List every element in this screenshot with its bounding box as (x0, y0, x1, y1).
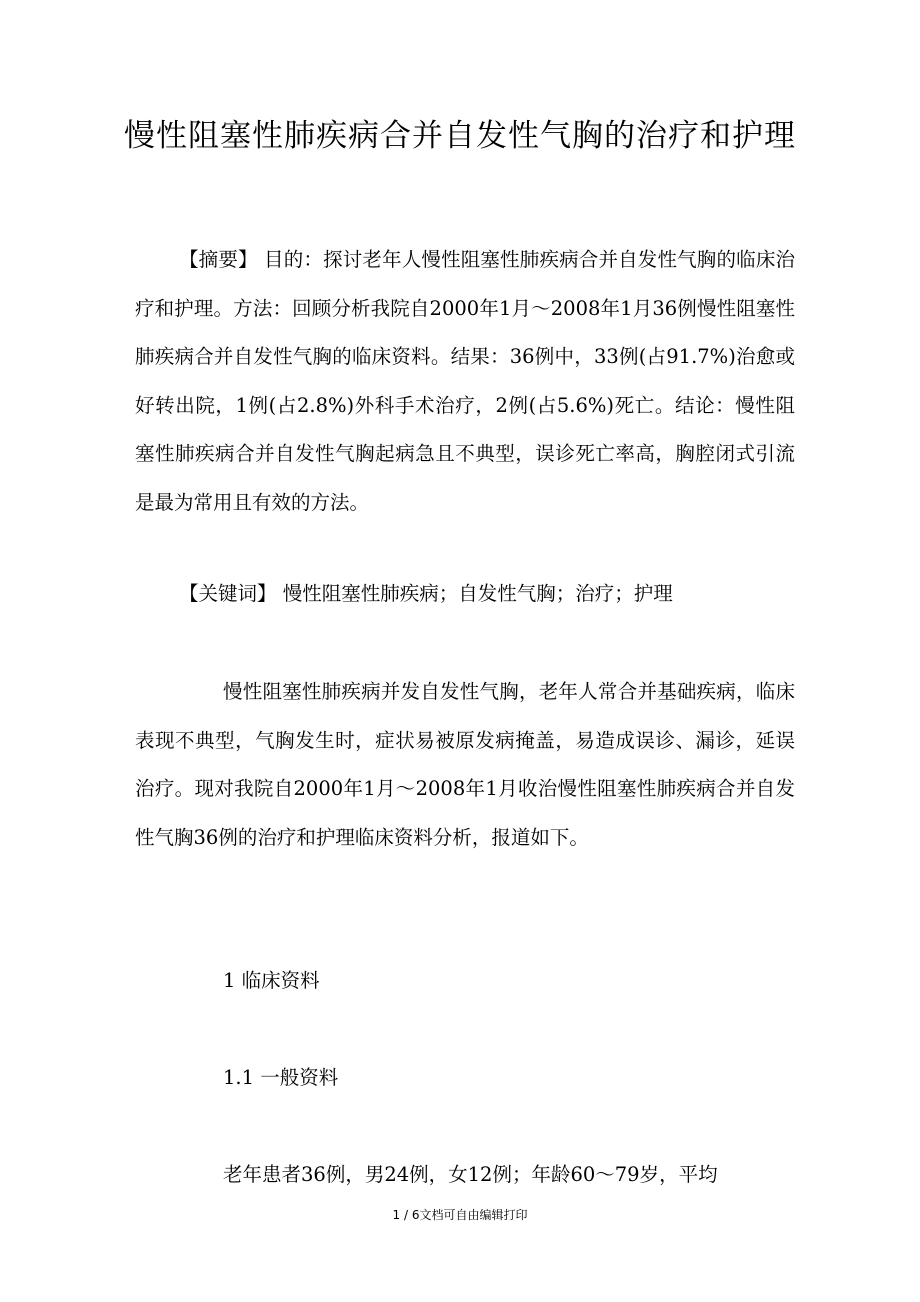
section-heading-1-1: 1.1 一般资料 (223, 1066, 339, 1089)
section-heading-1: 1 临床资料 (223, 969, 320, 992)
document-title: 慢性阻塞性肺疾病合并自发性气胸的治疗和护理 (124, 118, 796, 154)
abstract-paragraph: 【摘要】 目的：探讨老年人慢性阻塞性肺疾病合并自发性气胸的临床治疗和护理。方法：回顾分析我院自2000年1月～2008年1月36例慢性阻塞性肺疾病合并自发性气胸的临床资料。结果：36例中，33例(占91.7%)治愈或好转出院，1例(占2.8%)外科手术治疗，2例(占5.6%)死亡。结论：慢性阻塞性肺疾病合并自发性气胸起病急且不典型，误诊死亡率高，胸腔闭式引流是最为常用且有效的方法。 (135, 248, 795, 514)
section-1-1-body: 老年患者36例，男24例，女12例；年龄60～79岁，平均 (223, 1163, 718, 1186)
keywords-paragraph: 【关键词】 慢性阻塞性肺疾病；自发性气胸；治疗；护理 (179, 582, 673, 605)
page-footer: 1 / 6文档可自由编辑打印 (392, 1208, 528, 1222)
intro-paragraph: 慢性阻塞性肺疾病并发自发性气胸，老年人常合并基础疾病，临床表现不典型，气胸发生时，症状易被原发病掩盖，易造成误诊、漏诊，延误治疗。现对我院自2000年1月～2008年1月收治慢性阻塞性肺疾病合并自发性气胸36例的治疗和护理临床资料分析，报道如下。 (135, 680, 795, 849)
